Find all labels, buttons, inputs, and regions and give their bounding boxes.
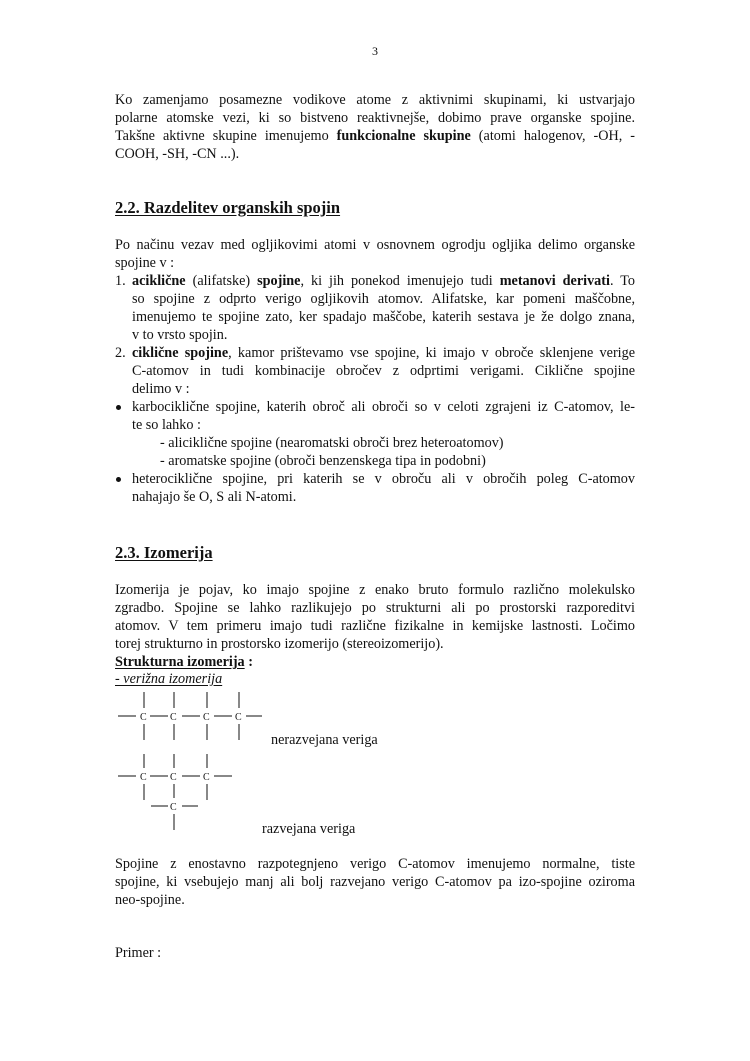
intro-line-4: COOH, -SH, -CN ...). bbox=[115, 146, 240, 162]
section-heading-2-2: 2.2. Razdelitev organskih spojin bbox=[115, 198, 341, 217]
list-item-2-line: delimo v : bbox=[132, 381, 190, 397]
paragraph-line: Po načinu vezav med ogljikovimi atomi v osnovnem ogrodju ogljika delimo organske bbox=[115, 237, 635, 253]
term-functional-groups: funkcionalne skupine bbox=[336, 128, 471, 144]
list-item-1-line bbox=[132, 272, 635, 290]
list-item-2-line bbox=[132, 344, 635, 362]
text: , ki jih ponekod imenujejo tudi bbox=[300, 273, 500, 289]
term-spojine: spojine bbox=[257, 273, 301, 289]
paragraph-line: spojine, ki vsebujejo manj ali bolj razvejano verigo C-atomov pa izo-spojine oziroma bbox=[115, 874, 635, 890]
branched-chain-diagram bbox=[110, 748, 270, 838]
bullet-item-line: heterociklične spojine, pri katerih se v obroču ali v obročih poleg C-atomov bbox=[132, 471, 635, 487]
carbon-atom: C bbox=[203, 712, 210, 723]
paragraph-line: Izomerija je pojav, ko imajo spojine z enako bruto formulo različno molekulsko bbox=[115, 582, 635, 598]
sub-item-line: - aliciklične spojine (nearomatski obroči brez heteroatomov) bbox=[160, 435, 504, 451]
term-metanovi-derivati: metanovi derivati bbox=[499, 273, 610, 289]
list-item-1-line: imenujemo te spojine zato, ker spadajo maščobe, katerih sestava je že dolgo znana, bbox=[132, 309, 635, 325]
page-number: 3 bbox=[372, 44, 378, 58]
term-ciklicne-spojine: ciklične spojine bbox=[132, 345, 229, 361]
list-marker-1: 1. bbox=[115, 273, 126, 289]
carbon-atom: C bbox=[170, 712, 177, 723]
example-label: Primer : bbox=[115, 945, 162, 961]
term-aciklicne: aciklične bbox=[132, 273, 186, 289]
bullet-icon bbox=[116, 405, 121, 410]
unbranched-chain-diagram bbox=[110, 688, 270, 748]
carbon-atom: C bbox=[235, 712, 242, 723]
list-marker-2: 2. bbox=[115, 345, 126, 361]
list-item-1-line: v to vrsto spojin. bbox=[132, 327, 228, 343]
bullet-icon bbox=[116, 477, 121, 482]
paragraph-line: atomov. V tem primeru imajo tudi različne fizikalne in kemijske lastnosti. Ločimo bbox=[115, 618, 635, 634]
carbon-atom: C bbox=[140, 772, 147, 783]
paragraph-line: spojine v : bbox=[115, 255, 175, 271]
subheading-strukturna-izomerija: Strukturna izomerija bbox=[115, 654, 245, 670]
paragraph-line: Spojine z enostavno razpotegnjeno verigo C-atomov imenujemo normalne, tiste bbox=[115, 856, 635, 872]
carbon-atom: C bbox=[170, 772, 177, 783]
list-item-2-line: C-atomov in tudi kombinacije obročev z odprtimi verigami. Ciklične spojine bbox=[132, 363, 635, 379]
subsubheading-line bbox=[115, 670, 635, 688]
subheading-suffix: : bbox=[244, 654, 253, 670]
sub-item-line: - aromatske spojine (obroči benzenskega tipa in podobni) bbox=[160, 453, 486, 469]
intro-text: (atomi halogenov, -OH, - bbox=[470, 128, 636, 144]
carbon-atom: C bbox=[170, 802, 177, 813]
list-item-1-line: so spojine z odprto verigo ogljikovih atomov. Alifatske, kar pomeni maščobne, bbox=[132, 291, 635, 307]
bullet-item-line: te so lahko : bbox=[132, 417, 201, 433]
bullet-item-line: nahajajo še O, S ali N-atomi. bbox=[132, 489, 297, 505]
bullet-item-line: karbociklične spojine, katerih obroč ali obroči so v celoti zgrajeni iz C-atomov, le- bbox=[132, 399, 635, 415]
chain-bonds bbox=[118, 754, 232, 830]
carbon-atom: C bbox=[140, 712, 147, 723]
subsubheading-verizna-izomerija: - verižna izomerija bbox=[115, 671, 223, 687]
intro-line-2: polarne atomske vezi, ki so bistveno reaktivnejše, dobimo prave organske spojine. bbox=[115, 110, 635, 126]
text: (alifatske) bbox=[185, 273, 258, 289]
paragraph-line: zgradbo. Spojine se lahko razlikujejo po strukturni ali po prostorski razporeditvi bbox=[115, 600, 635, 616]
label-branched-chain: razvejana veriga bbox=[262, 821, 356, 837]
label-unbranched-chain: nerazvejana veriga bbox=[271, 732, 378, 748]
intro-text: Takšne aktivne skupine imenujemo bbox=[115, 128, 337, 144]
intro-line-1: Ko zamenjamo posamezne vodikove atome z aktivnimi skupinami, ki ustvarjajo bbox=[115, 92, 635, 108]
subheading-line bbox=[115, 653, 635, 671]
carbon-atom: C bbox=[203, 772, 210, 783]
section-heading-2-3: 2.3. Izomerija bbox=[115, 543, 213, 562]
intro-line-3 bbox=[115, 127, 635, 145]
paragraph-line: neo-spojine. bbox=[115, 892, 185, 908]
text: . To bbox=[609, 273, 635, 289]
text: , kamor prištevamo vse spojine, ki imajo v obroče sklenjene verige bbox=[228, 345, 636, 361]
paragraph-line: torej strukturno in prostorsko izomerijo (stereoizomerijo). bbox=[115, 636, 444, 652]
